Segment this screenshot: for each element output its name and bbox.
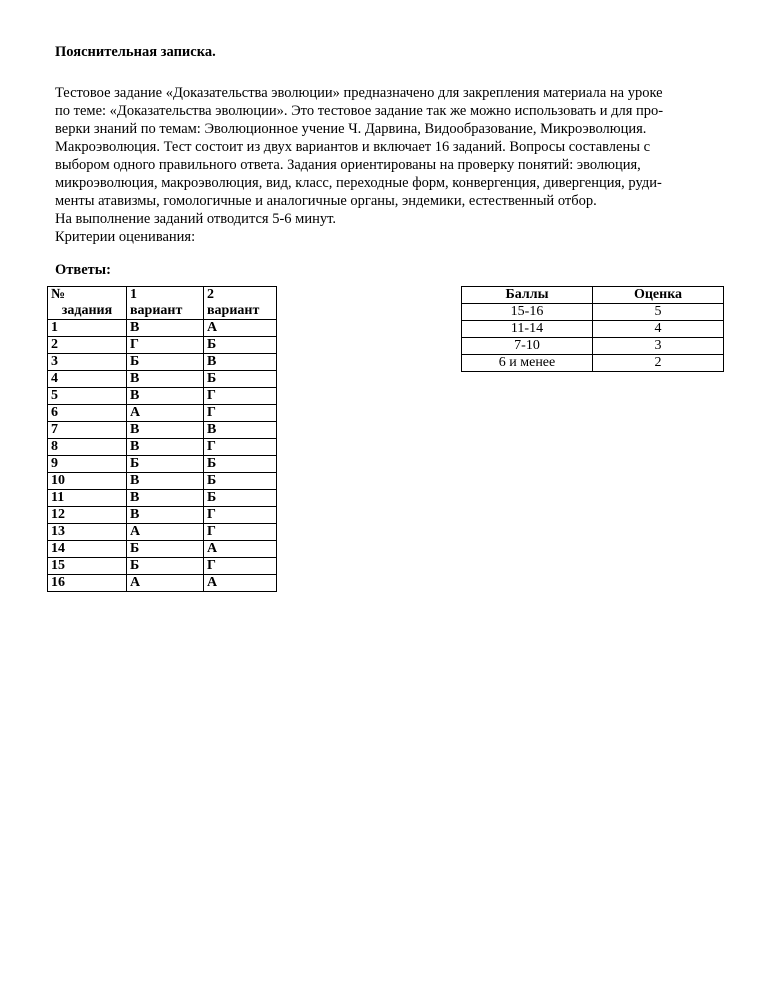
task-number-cell: 8 — [48, 439, 127, 456]
variant-1-answer-cell: В — [127, 490, 204, 507]
intro-line: Макроэволюция. Тест состоит из двух вариантов и включает 16 заданий. Вопросы составлены с — [55, 139, 651, 155]
intro-line: Критерии оценивания: — [55, 229, 196, 245]
task-number-cell: 9 — [48, 456, 127, 473]
variant-2-answer-cell: Б — [204, 473, 277, 490]
intro-line: менты атавизмы, гомологичные и аналогичные органы, эндемики, естественный отбор. — [55, 193, 597, 209]
answers-table — [47, 286, 277, 592]
table-row — [48, 456, 277, 473]
variant-2-answer-cell: Г — [204, 388, 277, 405]
task-number-cell: 4 — [48, 371, 127, 388]
answers-header-row — [48, 287, 277, 320]
intro-paragraph — [55, 84, 715, 246]
variant-1-answer-cell: А — [127, 575, 204, 592]
answers-heading: Ответы: — [55, 262, 111, 278]
table-row — [462, 355, 724, 372]
table-row — [462, 338, 724, 355]
table-row — [48, 473, 277, 490]
grade-cell: 2 — [593, 355, 724, 372]
task-number-cell: 13 — [48, 524, 127, 541]
variant-1-answer-cell: В — [127, 371, 204, 388]
table-row — [48, 320, 277, 337]
grade-cell: 4 — [593, 321, 724, 338]
table-row — [48, 558, 277, 575]
table-row — [48, 507, 277, 524]
points-cell: 11-14 — [462, 321, 593, 338]
variant-2-answer-cell: А — [204, 575, 277, 592]
task-number-cell: 11 — [48, 490, 127, 507]
variant-1-answer-cell: А — [127, 524, 204, 541]
variant-2-answer-cell: Б — [204, 490, 277, 507]
intro-line: по теме: «Доказательства эволюции». Это тестовое задание так же можно использовать и для про- — [55, 103, 664, 119]
grading-header-row — [462, 287, 724, 304]
points-cell: 6 и менее — [462, 355, 593, 372]
variant-2-answer-cell: Г — [204, 439, 277, 456]
task-number-cell: 6 — [48, 405, 127, 422]
table-row — [48, 371, 277, 388]
variant-1-answer-cell: В — [127, 439, 204, 456]
variant-1-answer-cell: В — [127, 320, 204, 337]
variant-1-answer-cell: Б — [127, 541, 204, 558]
header-line: 1 — [130, 287, 137, 302]
header-points: Баллы — [462, 287, 593, 304]
grade-cell: 5 — [593, 304, 724, 321]
answers-body — [48, 320, 277, 592]
variant-2-answer-cell: В — [204, 422, 277, 439]
grading-body — [462, 304, 724, 372]
variant-1-answer-cell: А — [127, 405, 204, 422]
variant-2-answer-cell: Б — [204, 456, 277, 473]
variant-1-answer-cell: Б — [127, 456, 204, 473]
points-cell: 7-10 — [462, 338, 593, 355]
task-number-cell: 7 — [48, 422, 127, 439]
intro-line: На выполнение заданий отводится 5-6 минут. — [55, 211, 336, 227]
header-line: вариант — [130, 303, 183, 318]
task-number-cell: 3 — [48, 354, 127, 371]
variant-1-answer-cell: Б — [127, 354, 204, 371]
header-grade: Оценка — [593, 287, 724, 304]
intro-line: выбором одного правильного ответа. Задания ориентированы на проверку понятий: эволюция, — [55, 157, 641, 173]
variant-1-answer-cell: В — [127, 507, 204, 524]
table-row — [48, 354, 277, 371]
variant-1-answer-cell: Б — [127, 558, 204, 575]
table-row — [48, 337, 277, 354]
variant-2-answer-cell: Г — [204, 558, 277, 575]
intro-line: микроэволюция, макроэволюция, вид, класс, переходные форм, конвергенция, дивергенция, руди- — [55, 175, 662, 191]
variant-2-answer-cell: Г — [204, 405, 277, 422]
header-variant-1 — [127, 287, 204, 320]
variant-2-answer-cell: А — [204, 541, 277, 558]
task-number-cell: 12 — [48, 507, 127, 524]
variant-2-answer-cell: Б — [204, 337, 277, 354]
header-variant-2 — [204, 287, 277, 320]
table-row — [48, 439, 277, 456]
variant-1-answer-cell: В — [127, 388, 204, 405]
task-number-cell: 15 — [48, 558, 127, 575]
points-cell: 15-16 — [462, 304, 593, 321]
table-row — [462, 304, 724, 321]
page-title: Пояснительная записка. — [55, 44, 216, 60]
variant-1-answer-cell: В — [127, 422, 204, 439]
variant-1-answer-cell: В — [127, 473, 204, 490]
variant-1-answer-cell: Г — [127, 337, 204, 354]
variant-2-answer-cell: Б — [204, 371, 277, 388]
variant-2-answer-cell: В — [204, 354, 277, 371]
table-row — [48, 541, 277, 558]
table-row — [48, 405, 277, 422]
table-row — [48, 490, 277, 507]
task-number-cell: 1 — [48, 320, 127, 337]
table-row — [462, 321, 724, 338]
variant-2-answer-cell: А — [204, 320, 277, 337]
intro-line: Тестовое задание «Доказательства эволюции» предназначено для закрепления материала на уроке — [55, 85, 663, 101]
table-row — [48, 388, 277, 405]
header-line: вариант — [207, 303, 260, 318]
task-number-cell: 10 — [48, 473, 127, 490]
task-number-cell: 14 — [48, 541, 127, 558]
header-line: 2 — [207, 287, 214, 302]
header-line: задания — [61, 303, 113, 318]
intro-line: верки знаний по темам: Эволюционное учение Ч. Дарвина, Видообразование, Микроэволюция. — [55, 121, 647, 137]
grading-table — [461, 286, 724, 372]
variant-2-answer-cell: Г — [204, 524, 277, 541]
table-row — [48, 422, 277, 439]
task-number-cell: 5 — [48, 388, 127, 405]
variant-2-answer-cell: Г — [204, 507, 277, 524]
table-row — [48, 524, 277, 541]
grade-cell: 3 — [593, 338, 724, 355]
header-task-number — [48, 287, 127, 320]
header-line: № — [51, 287, 66, 302]
task-number-cell: 16 — [48, 575, 127, 592]
task-number-cell: 2 — [48, 337, 127, 354]
table-row — [48, 575, 277, 592]
